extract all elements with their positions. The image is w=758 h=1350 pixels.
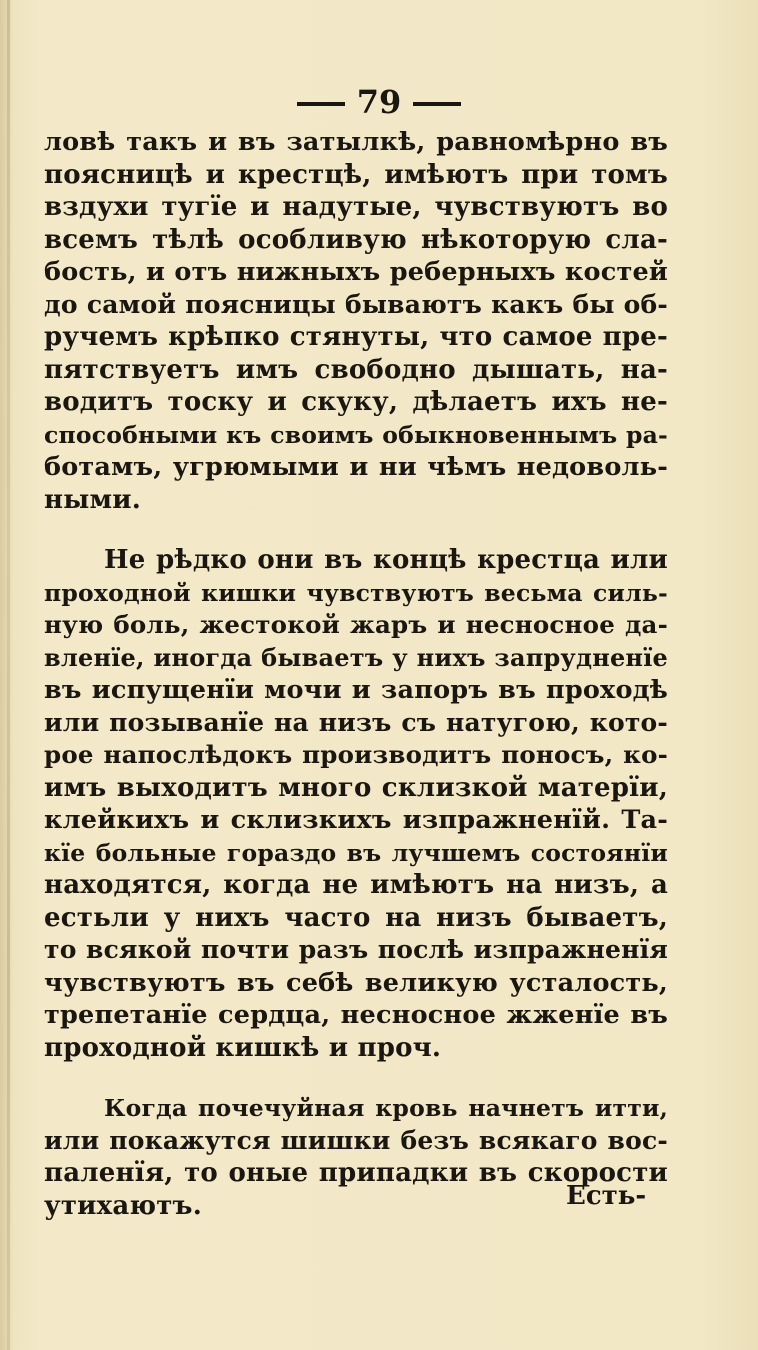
text-line: пятствуетъ имъ свободно дышать, на- — [44, 354, 668, 385]
text-line: ботамъ, угрюмыми и ни чѣмъ недоволь- — [44, 452, 668, 482]
page-number: 79 — [356, 83, 402, 121]
right-dash-ornament — [413, 102, 461, 106]
text-line: находятся, когда не имѣютъ на низъ, а — [44, 870, 668, 900]
text-line: проходной кишкѣ и проч. — [44, 1032, 442, 1063]
text-line: рое напослѣдокъ производитъ поносъ, ко- — [44, 740, 668, 769]
text-line: ную боль, жестокой жаръ и несносное да- — [44, 610, 668, 639]
page-gutter-shadow — [7, 0, 10, 1350]
text-line: вздухи тугїе и надутые, чувствуютъ во — [44, 192, 668, 222]
text-line: до самой поясницы бываютъ какъ бы об- — [44, 289, 668, 319]
text-line: вленїе, иногда бываетъ у нихъ запрудненїе — [44, 642, 668, 672]
text-line: ными. — [44, 484, 142, 515]
text-line: бость, и отъ нижныхъ реберныхъ костей — [44, 257, 668, 287]
paragraph-gap — [44, 1064, 668, 1092]
text-line: ловѣ такъ и въ затылкѣ, равномѣрно въ — [44, 127, 668, 157]
text-line: кїе больные гораздо въ лучшемъ состоянїи — [44, 838, 668, 867]
text-line: всемъ тѣлѣ особливую нѣкоторую сла- — [44, 224, 668, 255]
text-line: поясницѣ и крестцѣ, имѣютъ при томъ — [44, 159, 668, 190]
text-line: въ испущенїи мочи и запоръ въ проходѣ — [44, 675, 668, 705]
text-line: имъ выходитъ много склизкой матерїи, — [44, 772, 668, 803]
text-line: утихаютъ. — [44, 1190, 202, 1221]
catchword: Есть- — [566, 1181, 647, 1211]
text-line: Не рѣдко они въ концѣ крестца или — [104, 545, 668, 575]
text-line: трепетанїе сердца, несносное жженїе въ — [44, 1000, 668, 1030]
text-line: водитъ тоску и скуку, дѣлаетъ ихъ не- — [44, 387, 668, 417]
text-line: проходной кишки чувствуютъ весьма силь- — [44, 578, 668, 607]
text-line: Когда почечуйная кровь начнетъ итти, — [104, 1094, 668, 1122]
text-line: чувствуютъ въ себѣ великую усталость, — [44, 967, 668, 998]
paragraph — [44, 126, 668, 516]
text-line: то всякой почти разъ послѣ изпражненїя — [44, 935, 668, 964]
text-line: или покажутся шишки безъ всякаго вос- — [44, 1125, 668, 1155]
page-header — [0, 82, 758, 122]
text-line: способными къ своимъ обыкновеннымъ ра- — [44, 420, 668, 449]
paragraph-gap — [44, 516, 668, 544]
text-line: ручемъ крѣпко стянуты, что самое пре- — [44, 322, 668, 352]
text-line: естьли у нихъ часто на низъ бываетъ, — [44, 902, 668, 933]
paragraph — [44, 544, 668, 1064]
left-dash-ornament — [297, 102, 345, 106]
text-line: или позыванїе на низъ съ натугою, кото- — [44, 707, 668, 737]
body-text — [44, 126, 668, 1222]
text-line: клейкихъ и склизкихъ изпражненїй. Та- — [44, 805, 668, 835]
text-line: паленїя, то оные припадки въ скорости — [44, 1158, 668, 1188]
